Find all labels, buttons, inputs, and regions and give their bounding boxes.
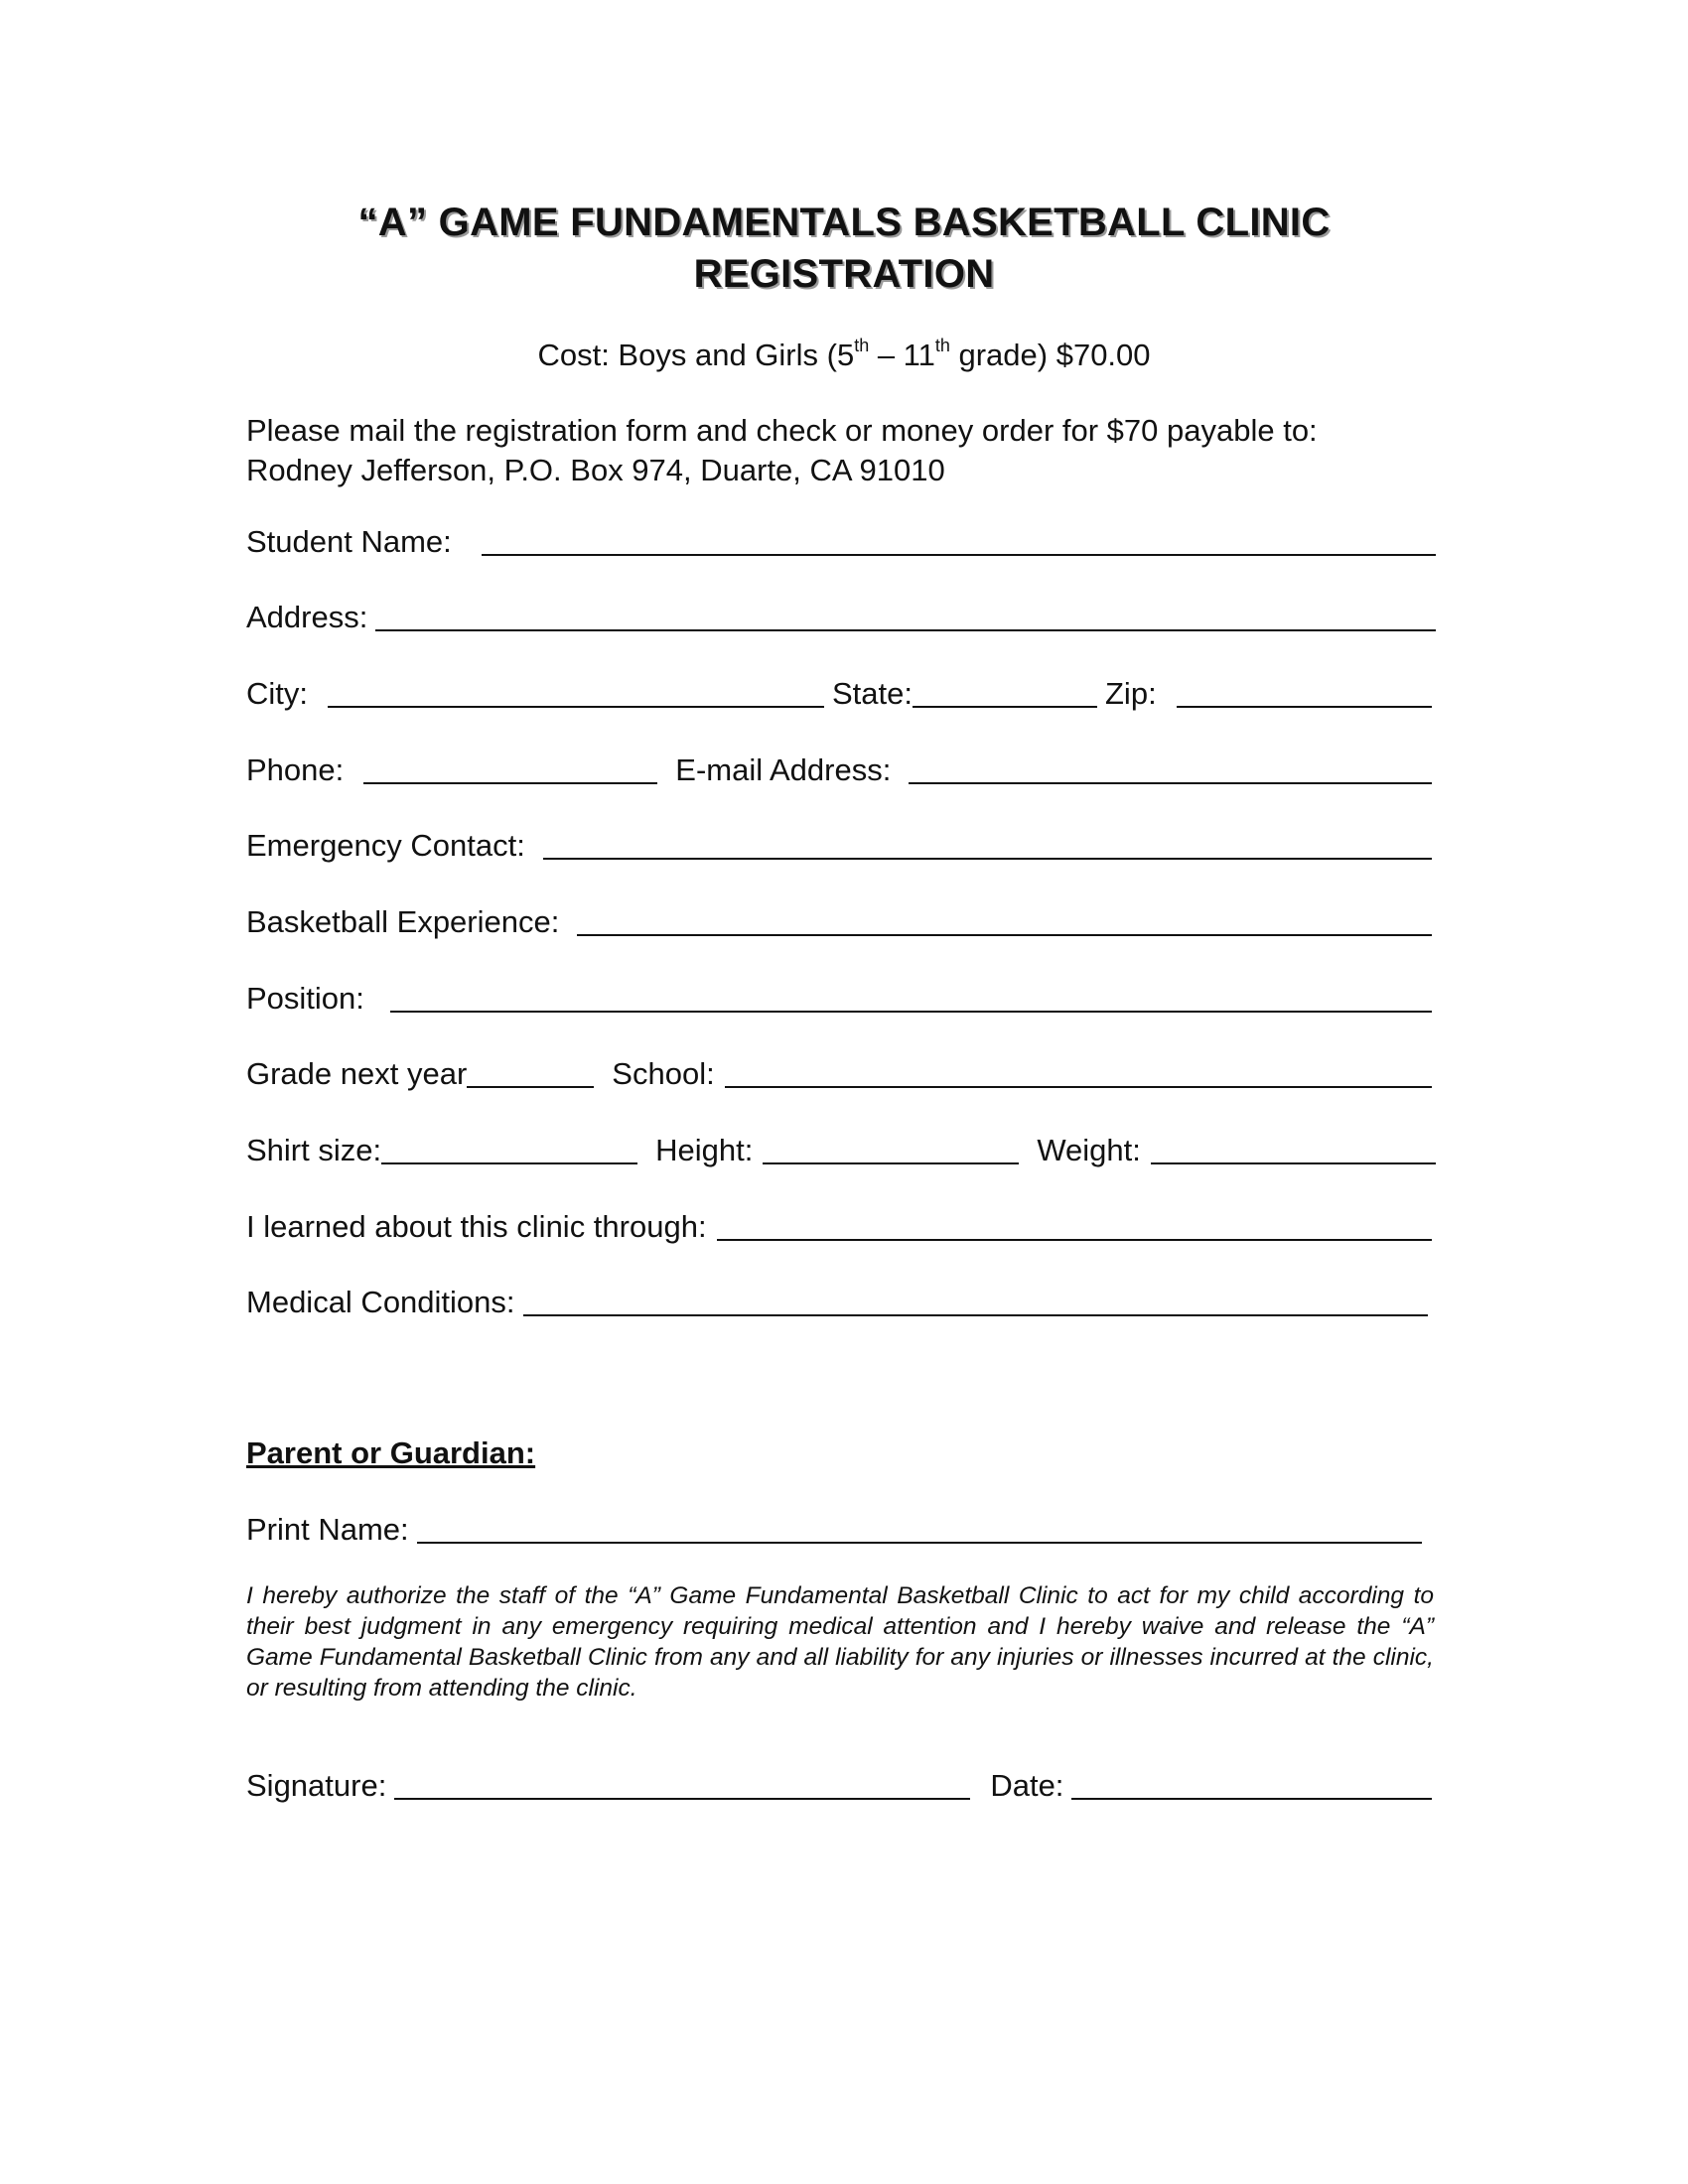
student-name-field[interactable] xyxy=(482,524,1436,556)
cost-sup-1: th xyxy=(854,336,870,355)
cost-sup-2: th xyxy=(934,336,950,355)
medical-conditions-label: Medical Conditions: xyxy=(246,1285,515,1319)
medical-conditions-field[interactable] xyxy=(523,1285,1428,1316)
emergency-contact-row xyxy=(246,826,1436,866)
cost-suffix: grade) $70.00 xyxy=(949,338,1151,372)
print-name-row xyxy=(246,1510,1436,1550)
weight-label: Weight: xyxy=(1037,1133,1141,1167)
form-title-line-1: “A” GAME FUNDAMENTALS BASKETBALL CLINIC xyxy=(357,201,1331,244)
mail-instructions xyxy=(246,411,1438,490)
state-label: State: xyxy=(832,676,913,711)
address-row xyxy=(246,598,1436,637)
parent-guardian-heading: Parent or Guardian: xyxy=(246,1435,536,1470)
basketball-experience-row xyxy=(246,902,1436,942)
phone-field[interactable] xyxy=(363,752,657,784)
medical-conditions-row xyxy=(246,1283,1436,1322)
emergency-contact-field[interactable] xyxy=(543,828,1432,860)
form-title xyxy=(248,197,1440,300)
city-field[interactable] xyxy=(328,676,824,708)
school-field[interactable] xyxy=(725,1056,1432,1088)
basketball-experience-field[interactable] xyxy=(577,904,1432,936)
student-name-label: Student Name: xyxy=(246,524,452,559)
basketball-experience-label: Basketball Experience: xyxy=(246,904,560,939)
cost-middle: – 11 xyxy=(869,338,935,372)
height-label: Height: xyxy=(655,1133,754,1167)
cost-prefix: Cost: Boys and Girls (5 xyxy=(537,338,855,372)
learned-about-row xyxy=(246,1207,1436,1247)
position-row xyxy=(246,979,1436,1019)
mail-address: Rodney Jefferson, P.O. Box 974, Duarte, CA 91010 xyxy=(246,453,945,487)
zip-label: Zip: xyxy=(1105,676,1157,711)
school-label: School: xyxy=(612,1056,715,1091)
grade-school-row xyxy=(246,1054,1436,1094)
signature-field[interactable] xyxy=(394,1768,970,1800)
city-label: City: xyxy=(246,676,308,711)
grade-next-year-label: Grade next year xyxy=(246,1056,468,1091)
date-field[interactable] xyxy=(1071,1768,1432,1800)
learned-about-label: I learned about this clinic through: xyxy=(246,1209,707,1244)
emergency-contact-label: Emergency Contact: xyxy=(246,828,525,863)
shirt-size-field[interactable] xyxy=(381,1133,637,1164)
weight-field[interactable] xyxy=(1151,1133,1436,1164)
print-name-field[interactable] xyxy=(417,1512,1422,1544)
phone-label: Phone: xyxy=(246,752,345,787)
email-label: E-mail Address: xyxy=(675,752,892,787)
position-label: Position: xyxy=(246,981,364,1016)
signature-label: Signature: xyxy=(246,1768,387,1803)
zip-field[interactable] xyxy=(1177,676,1432,708)
grade-next-year-field[interactable] xyxy=(467,1056,594,1088)
shirt-size-label: Shirt size: xyxy=(246,1133,382,1167)
state-field[interactable] xyxy=(913,676,1097,708)
mail-line-1: Please mail the registration form and check or money order for $70 payable to: xyxy=(246,413,1318,448)
email-field[interactable] xyxy=(909,752,1432,784)
student-name-row xyxy=(246,522,1436,562)
position-field[interactable] xyxy=(390,981,1432,1013)
cost-line xyxy=(248,336,1440,375)
date-label: Date: xyxy=(990,1768,1064,1803)
shirt-height-weight-row xyxy=(246,1131,1436,1170)
phone-email-row xyxy=(246,751,1436,790)
address-field[interactable] xyxy=(375,600,1436,631)
signature-date-row xyxy=(246,1766,1436,1806)
height-field[interactable] xyxy=(763,1133,1019,1164)
liability-waiver: I hereby authorize the staff of the “A” Game Fundamental Basketball Clinic to act for my child according to their best judgment in any emergency requiring medical attention and I hereby waive and release the “A” Game Fundamental Basketball Clinic from any and all liability for any injuries or illnesses incurred at the clinic, or resulting from attending the clinic. xyxy=(246,1582,1434,1702)
address-label: Address: xyxy=(246,600,368,634)
print-name-label: Print Name: xyxy=(246,1512,409,1547)
city-state-zip-row xyxy=(246,674,1436,714)
form-title-line-2: REGISTRATION xyxy=(693,252,995,296)
learned-about-field[interactable] xyxy=(717,1209,1432,1241)
